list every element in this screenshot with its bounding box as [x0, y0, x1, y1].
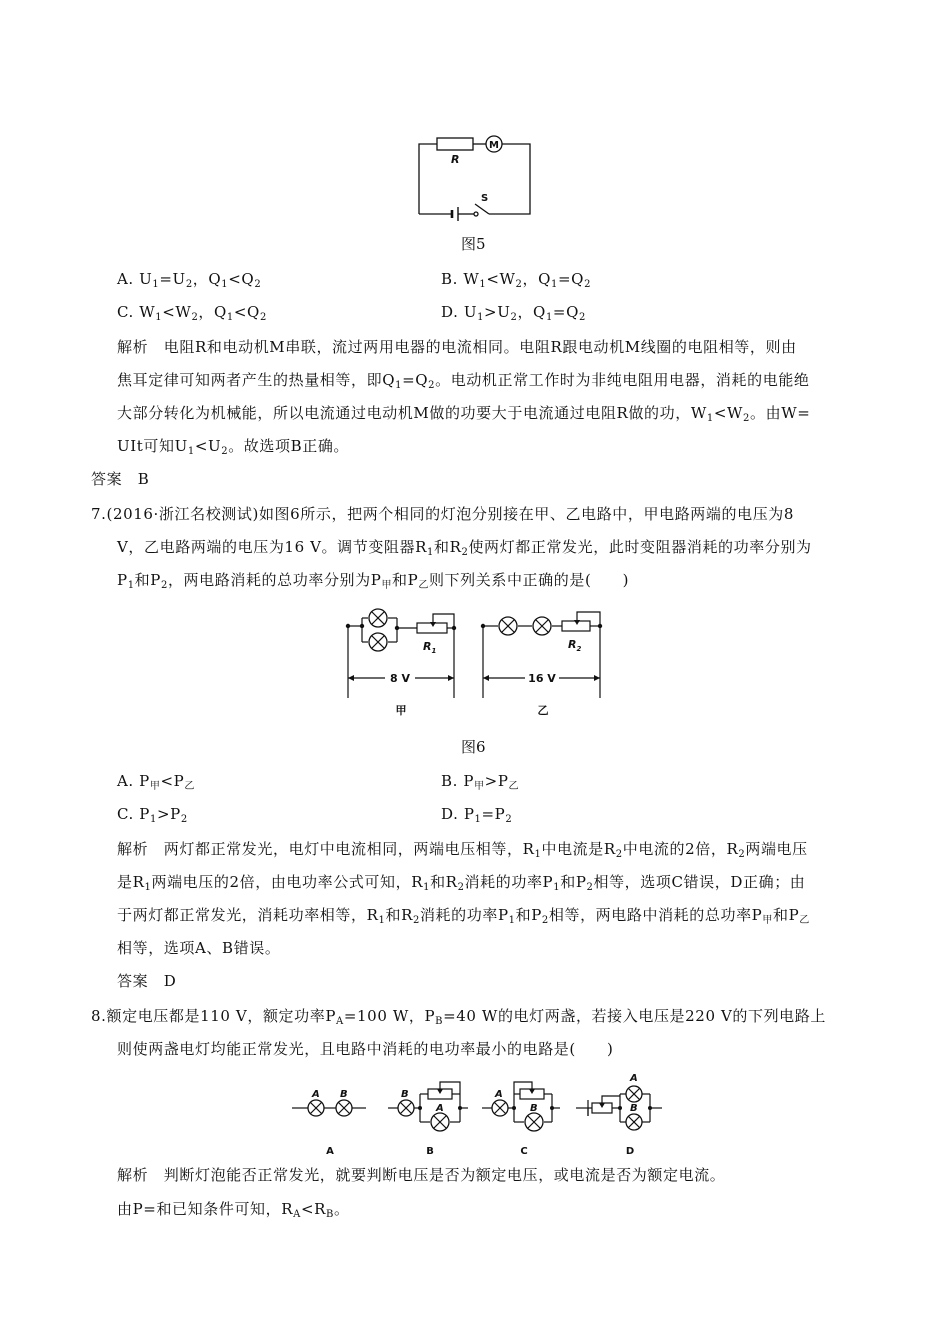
q8-analysis-line-1: 解析 判断灯泡能否正常发光，就要判断电压是否为额定电压，或电流是否为额定电流。	[117, 1166, 726, 1184]
q8-analysis-line-2: 由P=和已知条件可知，$R_A<R_B$。	[117, 1200, 350, 1220]
fig8-c-label-a: A	[495, 1089, 503, 1100]
fig6-name-left: 甲	[395, 704, 407, 717]
fig8-a-lamp-a	[308, 1100, 324, 1116]
q7-stem-line-3: $P_1$和$P_2$，两电路消耗的总功率分别为$P_甲$和$P_乙$则下列关系中正确的是( )	[117, 571, 630, 591]
fig5-resistor-label: R	[451, 153, 460, 166]
q6-option-d: D. $U_1>U_2$，$Q_1=Q_2$	[441, 303, 586, 323]
fig5-motor-label: M	[489, 140, 499, 151]
q7-analysis-line-4: 相等，选项A、B错误。	[117, 939, 281, 957]
fig8-a-label-a: A	[312, 1089, 320, 1100]
q6-option-c: C. $W_1<W_2$，$Q_1<Q_2$	[117, 303, 267, 323]
fig8-b-label-a: A	[436, 1103, 444, 1114]
fig6-lamp-top-left	[369, 609, 387, 627]
q6-option-b: B. $W_1<W_2$，$Q_1=Q_2$	[441, 270, 592, 290]
fig8-d-label-a: A	[630, 1073, 638, 1084]
fig8-option-label-d: D	[625, 1146, 635, 1157]
fig8-option-label-b: B	[426, 1146, 434, 1157]
fig8-d-lamp-b	[626, 1114, 642, 1130]
figure-5-circuit	[405, 128, 545, 223]
q7-stem-line-2: V，乙电路两端的电压为16 V。调节变阻器$R_1$和$R_2$使两灯都正常发光，此时变阻器消耗的功率分别为	[117, 538, 812, 558]
q7-analysis-line-2: 是$R_1$两端电压的2倍，由电功率公式可知，$R_1$和$R_2$消耗的功率$P_1$和$P_2$相等，选项C错误，D正确；由	[117, 873, 806, 893]
fig6-lamp-bottom-left	[369, 633, 387, 651]
fig6-lamp-2-right	[533, 617, 551, 635]
q6-answer: 答案 B	[91, 470, 150, 488]
fig8-d-label-b: B	[630, 1103, 638, 1114]
fig6-name-right: 乙	[537, 704, 549, 717]
q7-option-c: C. $P_1>P_2$	[117, 805, 188, 825]
q7-analysis-line-3: 于两灯都正常发光，消耗功率相等，$R_1$和$R_2$消耗的功率$P_1$和$P_2$相等，两电路中消耗的总功率$P_甲$和$P_乙$	[117, 906, 810, 926]
fig8-a-label-b: B	[340, 1089, 348, 1100]
q7-option-a: A. $P_甲<P_乙$	[117, 772, 195, 792]
fig6-voltage-right: 16 V	[528, 672, 556, 685]
fig6-voltage-left: 8 V	[390, 672, 410, 685]
q7-option-d: D. $P_1=P_2$	[441, 805, 513, 825]
fig8-option-label-a: A	[326, 1146, 334, 1157]
fig8-c-lamp-a	[492, 1100, 508, 1116]
fig8-d-lamp-a	[626, 1086, 642, 1102]
fig6-r1-label: $R_1$	[423, 640, 437, 655]
fig6-lamp-1-right	[499, 617, 517, 635]
figure-5-caption: 图5	[461, 235, 486, 253]
fig8-option-label-c: C	[520, 1146, 528, 1157]
q8-stem-line-1: 8.额定电压都是110 V，额定功率$P_A=100$ W，$P_B=40$ W的电灯两盏，若接入电压是220 V的下列电路上	[91, 1007, 826, 1027]
q8-stem-line-2: 则使两盏电灯均能正常发光，且电路中消耗的电功率最小的电路是( )	[117, 1040, 614, 1058]
fig8-a-lamp-b	[336, 1100, 352, 1116]
q7-answer: 答案 D	[117, 972, 177, 990]
fig5-switch-label: S	[481, 193, 489, 204]
fig8-c-lamp-b	[525, 1113, 543, 1131]
fig6-r2-label: $R_2$	[568, 638, 582, 653]
fig8-c-label-b: B	[530, 1103, 538, 1114]
q7-stem-line-1: 7.(2016·浙江名校测试)如图6所示，把两个相同的灯泡分别接在甲、乙电路中，甲电路两端的电压为8	[91, 505, 795, 523]
q6-analysis-line-2: 焦耳定律可知两者产生的热量相等，即$Q_1=Q_2$。电动机正常工作时为非纯电阻用电器，消耗的电能绝	[117, 371, 810, 391]
figure-q8-circuits	[290, 1068, 670, 1164]
q6-analysis-line-4: UIt可知$U_1<U_2$。故选项B正确。	[117, 437, 350, 457]
q6-analysis-line-1: 解析 电阻R和电动机M串联，流过两用电器的电流相同。电阻R跟电动机M线圈的电阻相等，则由	[117, 338, 797, 356]
fig8-b-lamp-b	[398, 1100, 414, 1116]
q6-analysis-line-3: 大部分转化为机械能，所以电流通过电动机M做的功要大于电流通过电阻R做的功，$W_1<W_2$。由W=	[117, 404, 811, 424]
q6-option-a: A. $U_1=U_2$，$Q_1<Q_2$	[117, 270, 262, 290]
figure-6-caption: 图6	[461, 738, 486, 756]
q7-analysis-line-1: 解析 两灯都正常发光，电灯中电流相同，两端电压相等，$R_1$中电流是$R_2$中电流的2倍，$R_2$两端电压	[117, 840, 808, 860]
figure-6-circuits	[335, 600, 615, 720]
fig8-b-lamp-a	[431, 1113, 449, 1131]
fig8-b-label-b: B	[401, 1089, 409, 1100]
q7-option-b: B. $P_甲>P_乙$	[441, 772, 520, 792]
